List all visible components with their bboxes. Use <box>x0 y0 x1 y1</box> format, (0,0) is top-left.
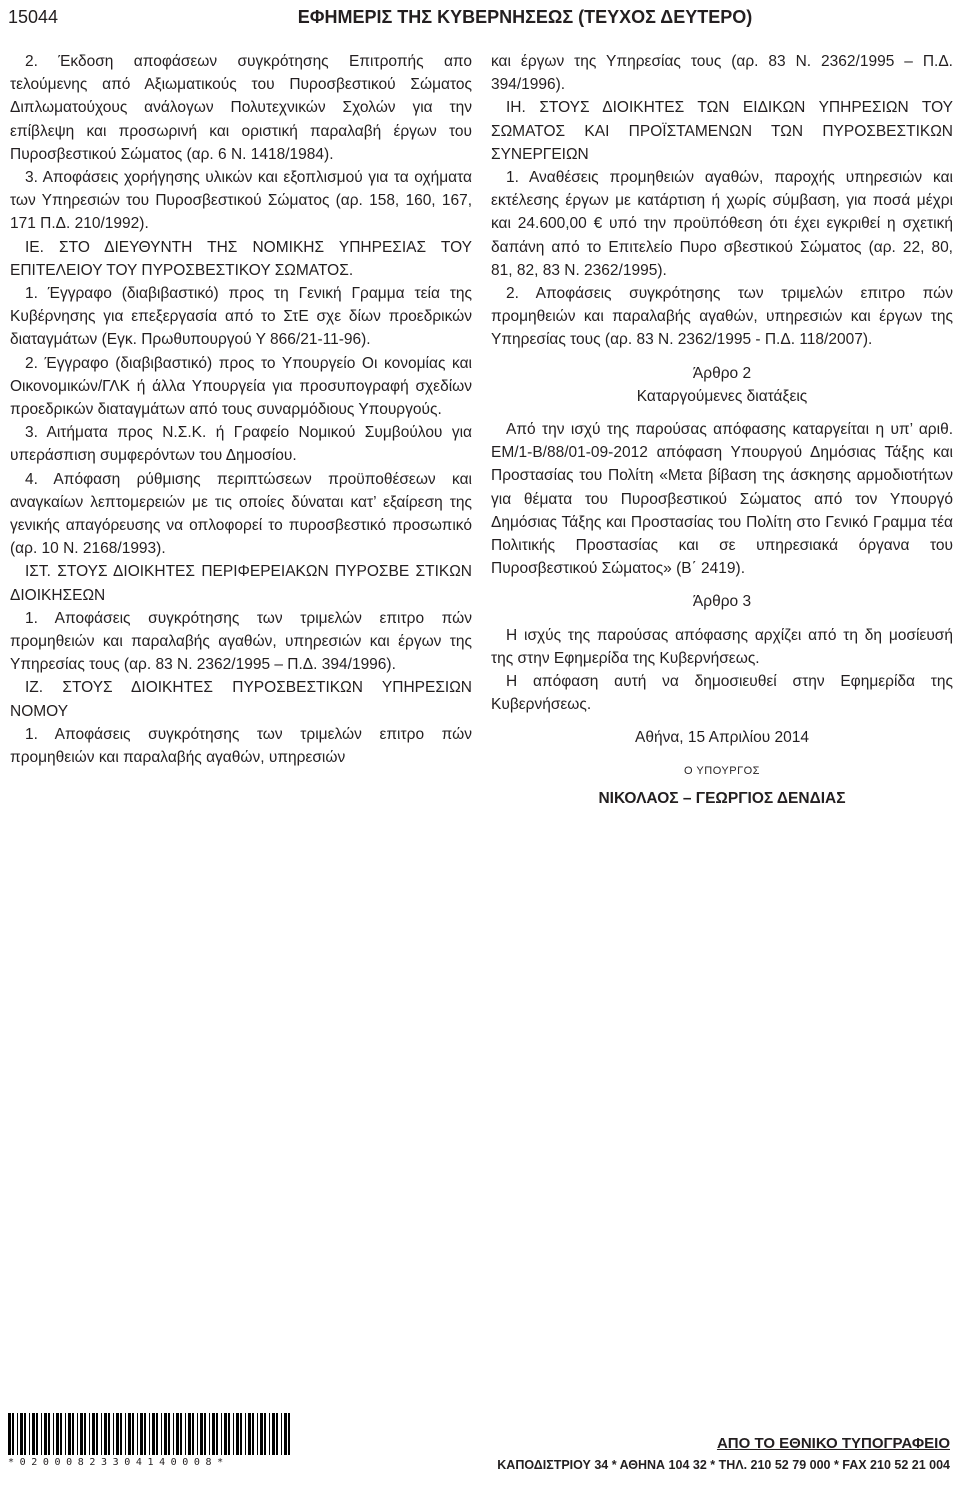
barcode-bar <box>212 1413 215 1455</box>
barcode-bar <box>216 1413 218 1455</box>
barcode-bar <box>44 1413 47 1455</box>
barcode-bar <box>245 1413 246 1455</box>
barcode-bar <box>276 1413 278 1455</box>
barcode-bar <box>104 1413 107 1455</box>
barcode-bar <box>252 1413 254 1455</box>
barcode-bar <box>156 1413 158 1455</box>
barcode-bar <box>144 1413 146 1455</box>
barcode-bar <box>12 1413 14 1455</box>
paragraph: 1. Αναθέσεις προμηθειών αγαθών, παροχής υπηρεσιών και εκτέλεσης έργων με κατάρτιση ή χωρίς σύμβαση, για ποσά μέχρι και 24.600,00 € υπό την προϋπόθεση ότι έχει εγκριθεί η σχετική δαπάνη από το Επιτελείο Πυρο σβεστικού Σώματος (αρ. 22, 80, 81, 82, 83 Ν. 2362/1995). <box>491 169 953 279</box>
paragraph: 3. Αποφάσεις χορήγησης υλικών και εξοπλισμού για τα οχήματα των Υπηρεσιών του Πυροσβεστικού Σώματος (αρ. 158, 160, 167, 171 Π.Δ. 210/1992). <box>10 169 472 233</box>
section-heading: ΙΕ. ΣΤΟ ΔΙΕΥΘΥΝΤΗ ΤΗΣ ΝΟΜΙΚΗΣ ΥΠΗΡΕΣΙΑΣ ΤΟΥ ΕΠΙΤΕΛΕΙΟΥ ΤΟΥ ΠΥΡΟΣΒΕΣΤΙΚΟΥ ΣΩΜΑΤΟΣ. <box>10 238 472 279</box>
barcode-bar <box>176 1413 179 1455</box>
barcode-bar <box>192 1413 194 1455</box>
minister-label: Ο ΥΠΟΥΡΓΟΣ <box>684 764 760 777</box>
barcode-bar <box>113 1413 114 1455</box>
barcode-bar <box>236 1413 239 1455</box>
article-2-title: Άρθρο 2 <box>692 364 752 382</box>
barcode-bar <box>77 1413 78 1455</box>
barcode-bar <box>65 1413 66 1455</box>
paragraph: 2. Έκδοση αποφάσεων συγκρότησης Επιτροπής απο τελούμενης από Αξιωματικούς του Πυροσβεστικού Σώματος Διπλωματούχους ανάλογων Πολυτεχνικών Σχολών για την επίβλεψη και προσωρινή και οριστική παραλαβή έργων του Πυροσβεστικού Σώματος (αρ. 6 Ν. 1418/1984). <box>10 53 472 163</box>
barcode-bar <box>204 1413 206 1455</box>
paragraph: 1. Αποφάσεις συγκρότησης των τριμελών επιτρο πών προμηθειών και παραλαβής αγαθών, υπηρεσιών και έργων της Υπηρεσίας τους (αρ. 83 Ν. 2362/1995 – Π.Δ. 394/1996). <box>10 609 472 674</box>
printer-name: ΑΠΟ ΤΟ ΕΘΝΙΚΟ ΤΥΠΟΓΡΑΦΕΙΟ <box>716 1435 950 1452</box>
barcode-bar <box>56 1413 59 1455</box>
section-heading: ΙΖ. ΣΤΟΥΣ ΔΙΟΙΚΗΤΕΣ ΠΥΡΟΣΒΕΣΤΙΚΩΝ ΥΠΗΡΕΣΙΩΝ ΝΟΜΟΥ <box>10 679 472 720</box>
barcode-bar <box>92 1413 95 1455</box>
section-heading: ΙΗ. ΣΤΟΥΣ ΔΙΟΙΚΗΤΕΣ ΤΩΝ ΕΙΔΙΚΩΝ ΥΠΗΡΕΣΙΩΝ ΤΟΥ ΣΩΜΑΤΟΣ ΚΑΙ ΠΡΟΪΣΤΑΜΕΝΩΝ ΤΩΝ ΠΥΡΟΣΒΕΣΤΙΚΩΝ ΣΥΝΕΡΓΕΙΩΝ <box>491 99 953 163</box>
printer-address: ΚΑΠΟΔΙΣΤΡΙΟΥ 34 * ΑΘΗΝΑ 104 32 * ΤΗΛ. 210 52 79 000 * FAX 210 52 21 004 <box>497 1458 950 1472</box>
barcode-bar <box>149 1413 150 1455</box>
barcode-bar <box>132 1413 134 1455</box>
paragraph: 2. Έγγραφο (διαβιβαστικό) προς το Υπουργείο Οι κονομίας και Οικονομικών/ΓΛΚ ή άλλα Υπουργεία για προσυπογραφή σχεδίων προεδρικών διαταγμάτων από τους συναρμόδιους Υπουργούς. <box>10 354 472 419</box>
article-3-title: Άρθρο 3 <box>692 593 752 611</box>
barcode-bar <box>116 1413 119 1455</box>
page-header <box>8 4 952 30</box>
signature-date: Αθήνα, 15 Απριλίου 2014 <box>635 729 809 747</box>
page-number: 15044 <box>8 7 59 27</box>
right-column <box>491 50 953 810</box>
barcode-bar <box>260 1413 263 1455</box>
barcode-bar <box>168 1413 170 1455</box>
article-2-subtitle: Καταργούμενες διατάξεις <box>636 387 808 405</box>
barcode-bar <box>108 1413 110 1455</box>
barcode-bar <box>89 1413 90 1455</box>
barcode-bar <box>272 1413 275 1455</box>
minister-name: ΝΙΚΟΛΑΟΣ – ΓΕΩΡΓΙΟΣ ΔΕΝΔΙΑΣ <box>598 789 846 807</box>
paragraph: 2. Αποφάσεις συγκρότησης των τριμελών επιτρο πών προμηθειών και παραλαβής αγαθών, υπηρεσιών και έργων της Υπηρεσίας τους (αρ. 83 Ν. 2362/1995 - Π.Δ. 118/2007). <box>491 285 953 349</box>
barcode-bar <box>72 1413 74 1455</box>
barcode-bar <box>240 1413 242 1455</box>
barcode-bar <box>248 1413 251 1455</box>
barcode-bar <box>281 1413 282 1455</box>
paragraph: Από την ισχύ της παρούσας απόφασης καταργείται η υπ’ αριθ. ΕΜ/1-Β/88/01-09-2012 απόφαση Υπουργού Δημόσιας Τάξης και Προστασίας του Πολίτη «Μετα βίβαση της άσκησης αρμοδιοτήτων για θέματα του Πυροσβεστικού Σώματος από τον Υπουργό Δημόσιας Τάξης και Προστασίας του Πολίτη στο Γενικό Γραμμα τέα Πολιτικής Προστασίας και σε υπηρεσιακά όργανα του Πυροσβεστικού Σώματος» (Β΄ 2419). <box>491 421 953 578</box>
barcode-bar <box>125 1413 126 1455</box>
barcode-bar <box>24 1413 26 1455</box>
barcode-bar <box>96 1413 98 1455</box>
barcode-bar <box>269 1413 270 1455</box>
barcode-bar <box>233 1413 234 1455</box>
barcode-bar <box>228 1413 230 1455</box>
barcode-bar <box>80 1413 83 1455</box>
barcode-bar <box>41 1413 42 1455</box>
barcode-bar <box>36 1413 38 1455</box>
barcode-bar <box>257 1413 258 1455</box>
paragraph: Η απόφαση αυτή να δημοσιευθεί στην Εφημερίδα της Κυβερνήσεως. <box>491 673 953 714</box>
barcode-bar <box>48 1413 50 1455</box>
barcode-bar <box>84 1413 86 1455</box>
journal-title: ΕΦΗΜΕΡΙΣ ΤΗΣ ΚΥΒΕΡΝΗΣΕΩΣ (ΤΕΥΧΟΣ ΔΕΥΤΕΡΟ) <box>297 7 753 27</box>
barcode-bar <box>284 1413 287 1455</box>
barcode-bar <box>161 1413 162 1455</box>
barcode-bar <box>173 1413 174 1455</box>
paragraph: Η ισχύς της παρούσας απόφασης αρχίζει από τη δη μοσίευσή της στην Εφημερίδα της Κυβερνήσεως. <box>491 626 953 667</box>
barcode-number: *02000823304140008* <box>8 1457 229 1468</box>
barcode-bar <box>53 1413 54 1455</box>
left-column <box>10 50 472 769</box>
paragraph: 1. Έγγραφο (διαβιβαστικό) προς τη Γενική Γραμμα τεία της Κυβέρνησης για επεξεργασία από το ΣτΕ σχε δίων προεδρικών διαταγμάτων (Εγκ. Πρωθυπουργού Υ 866/21-11-96). <box>10 285 472 349</box>
barcode-bar <box>101 1413 102 1455</box>
barcode-bar <box>224 1413 227 1455</box>
barcode-bar <box>137 1413 138 1455</box>
barcode-bar <box>152 1413 155 1455</box>
barcode-bar <box>209 1413 210 1455</box>
barcode-bar <box>221 1413 222 1455</box>
barcode <box>8 1413 294 1455</box>
paragraph: 3. Αιτήματα προς Ν.Σ.Κ. ή Γραφείο Νομικού Συμβούλου για υπεράσπιση συμφερόντων του Δημοσίου. <box>10 424 472 465</box>
paragraph: και έργων της Υπηρεσίας τους (αρ. 83 Ν. 2362/1995 – Π.Δ. 394/1996). <box>491 53 953 94</box>
barcode-bar <box>180 1413 182 1455</box>
barcode-bar <box>20 1413 23 1455</box>
barcode-bar <box>188 1413 191 1455</box>
barcode-bar <box>140 1413 143 1455</box>
barcode-bar <box>120 1413 122 1455</box>
barcode-bar <box>8 1413 11 1455</box>
barcode-bar <box>68 1413 71 1455</box>
barcode-bar <box>185 1413 186 1455</box>
paragraph: 4. Απόφαση ρύθμισης περιπτώσεων προϋποθέσεων και αναγκαίων λεπτομερειών με τις οποίες δύναται κατ’ εξαίρεση της γενικής απαγόρευσης να οπλοφορεί το πυροσβεστικό προσωπικό (αρ. 10 Ν. 2168/1993). <box>10 470 472 558</box>
barcode-bar <box>17 1413 18 1455</box>
barcode-bar <box>264 1413 266 1455</box>
barcode-bar <box>164 1413 167 1455</box>
barcode-bar <box>29 1413 30 1455</box>
barcode-bar <box>128 1413 131 1455</box>
barcode-bar <box>60 1413 62 1455</box>
section-heading: ΙΣΤ. ΣΤΟΥΣ ΔΙΟΙΚΗΤΕΣ ΠΕΡΙΦΕΡΕΙΑΚΩΝ ΠΥΡΟΣΒΕ ΣΤΙΚΩΝ ΔΙΟΙΚΗΣΕΩΝ <box>10 563 472 604</box>
paragraph: 1. Αποφάσεις συγκρότησης των τριμελών επιτρο πών προμηθειών και παραλαβής αγαθών, υπηρεσιών <box>10 725 472 767</box>
barcode-bar <box>197 1413 198 1455</box>
barcode-bar <box>32 1413 35 1455</box>
barcode-bar <box>200 1413 203 1455</box>
barcode-bar <box>288 1413 290 1455</box>
page-footer <box>0 1395 960 1487</box>
